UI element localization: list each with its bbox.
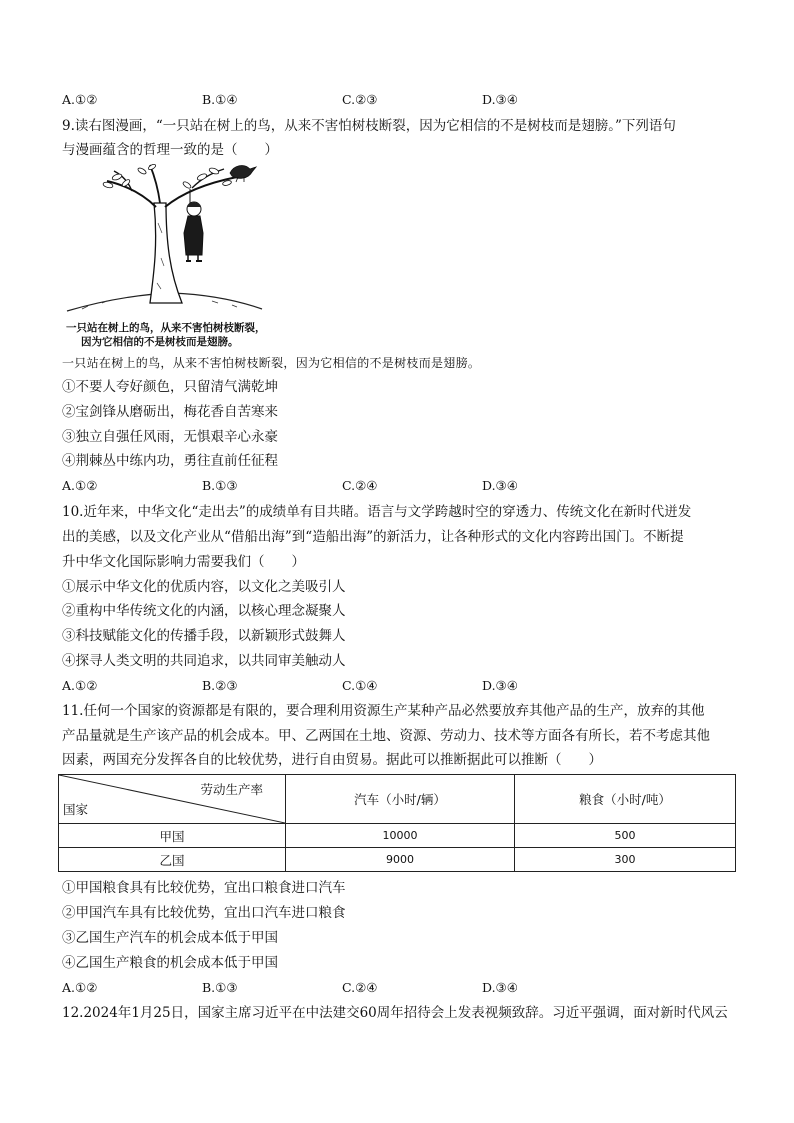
q8-option-a: A.①② [62,92,98,107]
q11-item-4: ④乙国生产粮食的机会成本低于甲国 [62,955,278,971]
q9-stem-line1: 9.读右图漫画，“一只站在树上的鸟，从来不害怕树枝断裂，因为它相信的不是树枝而是翅膀。”下列语句 [62,118,676,134]
cartoon-caption-line2: 因为它相信的不是树枝而是翅膀。 [81,336,239,348]
q9-item-4: ④荆棘丛中练内功，勇往直前任征程 [62,453,278,469]
row-car-value: 10000 [286,824,515,848]
q9-option-c: C.②④ [342,478,378,493]
q8-option-d: D.③④ [482,92,518,107]
q10-stem-line3: 升中华文化国际影响力需要我们（ ） [62,554,305,570]
q8-options [62,92,702,110]
q10-stem-line2: 出的美感，以及文化产业从“借船出海”到“造船出海”的新活力，让各种形式的文化内容跨出国门。不断提 [62,529,684,545]
q9-item-2: ②宝剑锋从磨砺出，梅花香自苦寒来 [62,404,278,420]
q11-stem-line3: 因素，两国充分发挥各自的比较优势，进行自由贸易。据此可以推断据此可以推断（ ） [62,752,602,768]
table-row [59,824,736,848]
q11-item-3: ③乙国生产汽车的机会成本低于甲国 [62,930,278,946]
q11-option-d: D.③④ [482,980,518,995]
tree-bird-cartoon [62,163,272,323]
row-grain-value: 500 [515,824,736,848]
tree-branch-left [107,181,156,207]
row-car-value: 9000 [286,848,515,872]
q11-option-a: A.①② [62,980,98,995]
diag-header-top: 劳动生产率 [200,782,263,797]
q10-option-a: A.①② [62,678,98,693]
row-grain-value: 300 [515,848,736,872]
q9-item-3: ③独立自强任风雨，无惧艰辛心永豪 [62,429,278,445]
q9-options [62,478,702,496]
q10-item-3: ③科技赋能文化的传播手段，以新颖形式鼓舞人 [62,628,346,644]
q10-options [62,678,702,696]
tree-branch-up [150,165,160,203]
q9-stem-line2: 与漫画蕴含的哲理一致的是（ ） [62,142,278,158]
table-diagonal-header [59,775,286,824]
q9-option-a: A.①② [62,478,98,493]
q9-option-d: D.③④ [482,478,518,493]
q10-item-2: ②重构中华传统文化的内涵，以核心理念凝聚人 [62,603,346,619]
table-row [59,848,736,872]
bird-icon [230,166,256,182]
col-header-car: 汽车（小时/辆） [286,775,515,824]
q10-stem-line1: 10.近年来，中华文化“走出去”的成绩单有目共睹。语言与文学跨越时空的穿透力、传统文化在新时代迸发 [62,504,692,520]
q11-option-c: C.②④ [342,980,378,995]
q10-item-1: ①展示中华文化的优质内容，以文化之美吸引人 [62,579,346,595]
q11-stem-line1: 11.任何一个国家的资源都是有限的，要合理利用资源生产某种产品必然要放弃其他产品的生产，放弃的其他 [62,703,705,719]
q11-item-1: ①甲国粮食具有比较优势，宜出口粮食进口汽车 [62,880,346,896]
q12-stem-line1: 12.2024年1月25日，国家主席习近平在中法建交60周年招待会上发表视频致辞。习近平强调，面对新时代风云 [62,1005,728,1021]
q8-option-b: B.①④ [202,92,238,107]
tree-trunk [150,203,182,303]
diag-header-bottom: 国家 [63,802,89,817]
col-header-grain: 粮食（小时/吨） [515,775,736,824]
q10-option-d: D.③④ [482,678,518,693]
cartoon-caption-line1: 一只站在树上的鸟，从来不害怕树枝断裂， [66,322,266,334]
q11-options [62,980,702,998]
table-header-row [59,775,736,824]
q10-option-c: C.①④ [342,678,378,693]
q11-option-b: B.①③ [202,980,238,995]
hanging-person-figure [184,189,203,261]
q9-item-1: ①不要人夸好颜色，只留清气满乾坤 [62,379,278,395]
q11-stem-line2: 产品量就是生产该产品的机会成本。甲、乙两国在土地、资源、劳动力、技术等方面各有所长，若不考虑其他 [62,728,710,744]
q10-item-4: ④探寻人类文明的共同追求，以共同审美触动人 [62,653,346,669]
row-country: 乙国 [59,848,286,872]
productivity-table [58,774,736,872]
q9-option-b: B.①③ [202,478,238,493]
q11-item-2: ②甲国汽车具有比较优势，宜出口汽车进口粮食 [62,905,346,921]
q10-option-b: B.②③ [202,678,238,693]
q9-script-caption: 一只站在树上的鸟，从来不害怕树枝断裂，因为它相信的不是树枝而是翅膀。 [62,356,481,370]
q8-option-c: C.②③ [342,92,378,107]
row-country: 甲国 [59,824,286,848]
